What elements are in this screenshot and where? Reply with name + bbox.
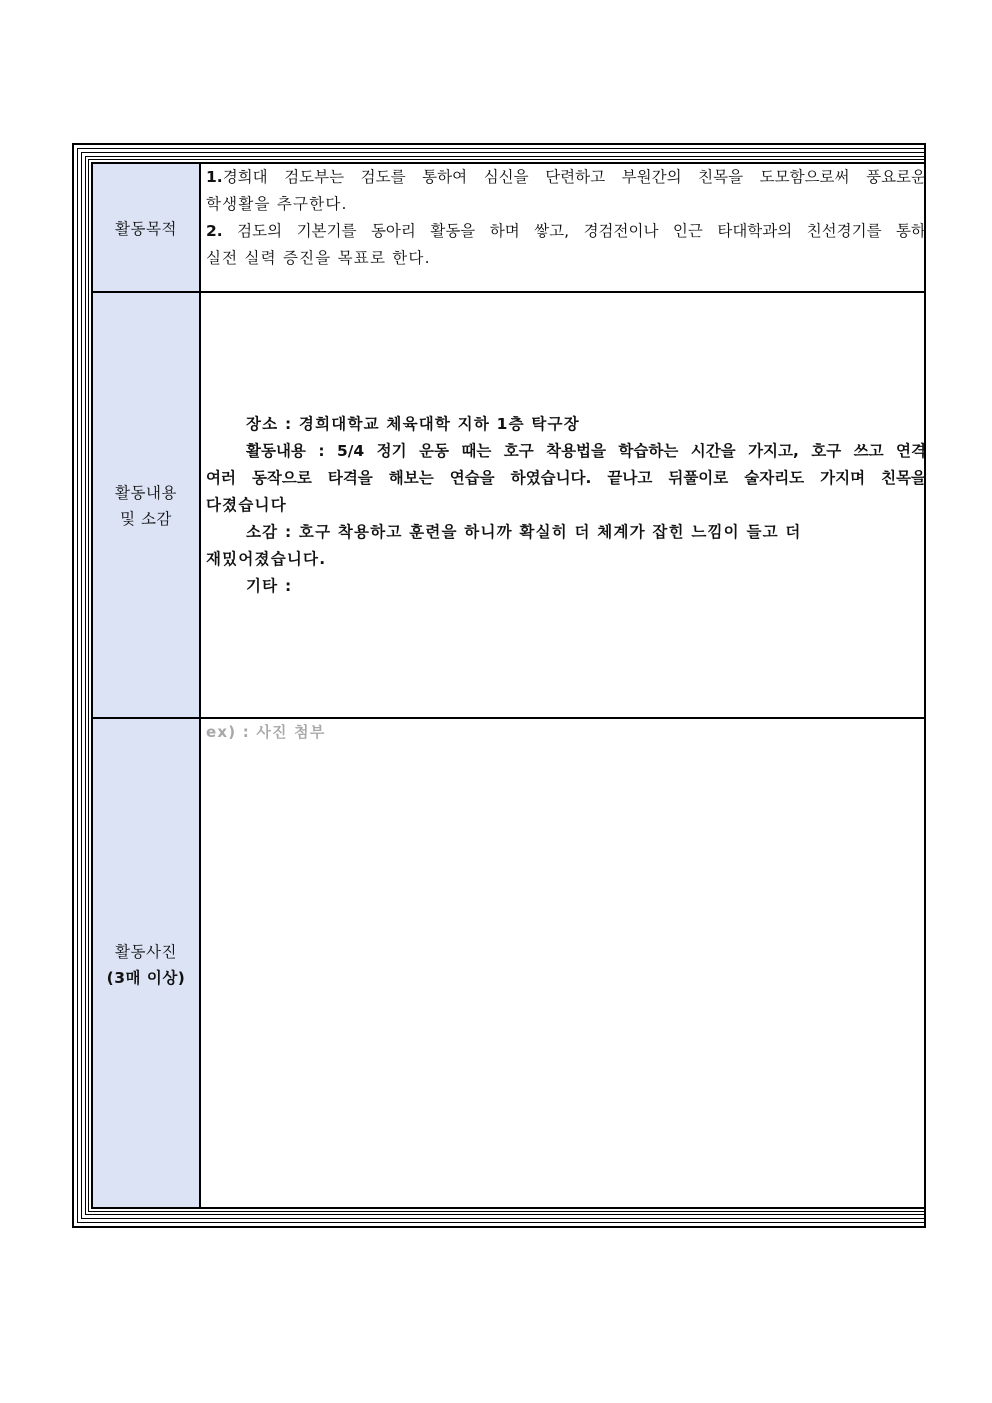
label-text-line-2: (3매 이상) [106,969,186,987]
activity-content-body [201,293,926,719]
label-activity-purpose [93,164,201,293]
label-activity-content [93,293,201,719]
activity-photos-area [201,719,926,1209]
purpose-text-4: 실전 실력 증진을 목표로 한다. [206,249,431,267]
content-line-details-2: 여러 동작으로 타격을 해보는 연습을 하였습니다. 끝나고 뒤풀이로 술자리도 가지며 친목을 [206,469,926,487]
purpose-text-2: 학생활을 추구한다. [206,195,348,213]
purpose-text-1: 경희대 검도부는 검도를 통하여 심신을 단련하고 부원간의 친목을 도모함으로써 풍요로운 [222,168,926,186]
label-activity-photos [93,719,201,1209]
activity-purpose-content [201,164,926,293]
purpose-line-4 [206,245,926,272]
purpose-line-3 [206,218,926,245]
content-line-impression-2: 재밌어졌습니다. [206,550,327,568]
purpose-number-1: 1. [206,168,223,186]
purpose-text-3: 검도의 기본기를 동아리 활동을 하며 쌓고, 경검전이나 인근 타대학과의 친선경기를 통하 [222,222,926,240]
label-text-line-1: 활동사진 [115,943,177,961]
label-text-line-2: 및 소감 [120,510,172,528]
content-line-details-3: 다졌습니다 [206,496,287,514]
purpose-line-1 [206,164,926,191]
photo-placeholder-text: ex) : 사진 첨부 [206,723,326,741]
purpose-line-2 [206,191,926,218]
activity-report-table [91,162,926,1209]
content-line-details-1: 활동내용 : 5/4 정기 운동 때는 호구 착용법을 학습하는 시간을 가지고, 호구 쓰고 연격 [246,442,926,460]
content-line-location: 장소 : 경희대학교 체육대학 지하 1층 탁구장 [246,415,580,433]
label-text: 활동목적 [115,219,177,238]
content-line-etc: 기타 : [246,577,293,595]
content-line-impression-1: 소감 : 호구 착용하고 훈련을 하니까 확실히 더 체계가 잡힌 느낌이 들고 더 [246,523,802,541]
purpose-number-2: 2. [206,222,223,240]
label-text-line-1: 활동내용 [115,484,177,502]
